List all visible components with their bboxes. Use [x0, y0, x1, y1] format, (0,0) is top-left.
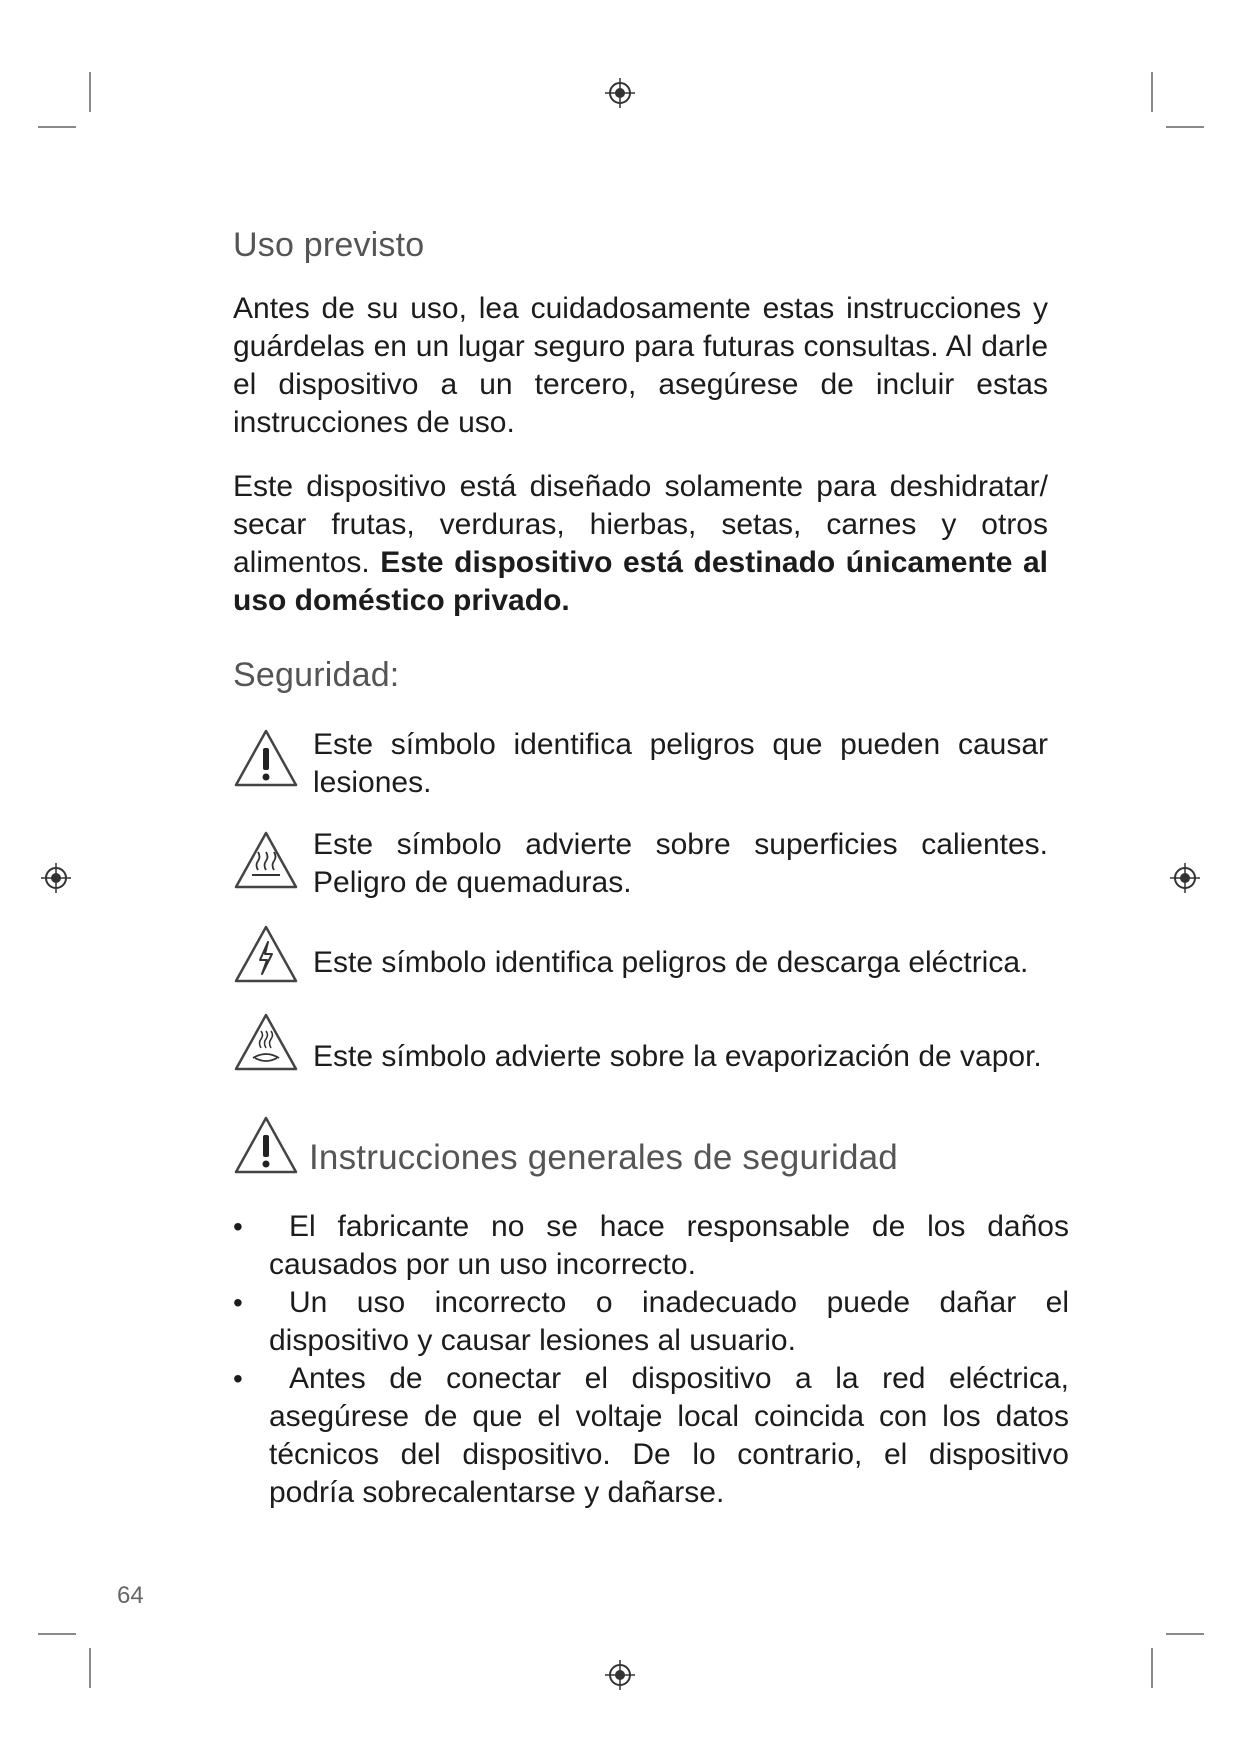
crop-mark: [89, 72, 91, 112]
list-item: [233, 1208, 1069, 1284]
list-item: [233, 1284, 1069, 1360]
hot-surface-icon: [233, 830, 299, 890]
registration-mark-icon: [41, 863, 71, 893]
section-title-uso-previsto: Uso previsto: [233, 226, 425, 264]
intended-use-text: Este dispositivo está diseñado solamente para deshidratar/ secar frutas, verduras, hierbas, setas, carnes y otros alimentos.: [233, 470, 1048, 579]
symbol-description: Este símbolo advierte sobre la evaporización de vapor.: [313, 1040, 1042, 1073]
page-number: 64: [117, 1582, 144, 1609]
crop-mark: [38, 1633, 76, 1635]
safety-bullet-list: [233, 1208, 1069, 1512]
warning-exclamation-icon: [233, 728, 299, 788]
symbol-row: [233, 922, 1048, 992]
bullet-icon: •: [233, 1363, 243, 1394]
intended-use-bold: Este dispositivo está destinado únicamente al uso doméstico privado.: [233, 546, 1048, 617]
section-title-instrucciones-generales: Instrucciones generales de seguridad: [309, 1138, 898, 1177]
paragraph-intended-use: [233, 468, 1048, 620]
registration-mark-icon: [1170, 863, 1200, 893]
registration-mark-icon: [605, 1660, 635, 1690]
warning-exclamation-icon: [233, 1115, 299, 1175]
crop-mark: [1166, 1633, 1204, 1635]
symbol-description: Este símbolo identifica peligros que pueden causar lesiones.: [313, 728, 1048, 799]
crop-mark: [1151, 1648, 1153, 1688]
bullet-icon: •: [233, 1211, 243, 1242]
list-item-text: El fabricante no se hace responsable de los daños causados por un uso incorrecto.: [269, 1210, 1069, 1281]
crop-mark: [1151, 72, 1153, 112]
electric-shock-icon: [233, 924, 299, 984]
symbol-description: Este símbolo advierte sobre superficies calientes. Peligro de quemaduras.: [313, 828, 1048, 899]
list-item: [233, 1360, 1069, 1512]
symbol-description: Este símbolo identifica peligros de descarga eléctrica.: [313, 946, 1029, 979]
paragraph-instructions: Antes de su uso, lea cuidadosamente estas instrucciones y guárdelas en un lugar seguro para futuras consultas. Al darle el dispositivo a un tercero, asegúrese de incluir estas instrucciones de uso.: [233, 292, 1048, 439]
symbol-row: [233, 826, 1048, 906]
list-item-text: Un uso incorrecto o inadecuado puede dañar el dispositivo y causar lesiones al usuario.: [269, 1286, 1069, 1357]
registration-mark-icon: [605, 78, 635, 108]
crop-mark: [1166, 126, 1204, 128]
crop-mark: [38, 126, 76, 128]
symbol-row: [233, 1010, 1048, 1080]
steam-icon: [233, 1012, 299, 1072]
list-item-text: Antes de conectar el dispositivo a la red eléctrica, asegúrese de que el voltaje local coincida con los datos técnicos del dispositivo. De lo contrario, el dispositivo podría sobrecalentarse y dañarse.: [269, 1362, 1069, 1509]
symbol-row: [233, 726, 1048, 806]
section-title-seguridad: Seguridad:: [233, 656, 400, 694]
crop-mark: [89, 1648, 91, 1688]
bullet-icon: •: [233, 1287, 243, 1318]
